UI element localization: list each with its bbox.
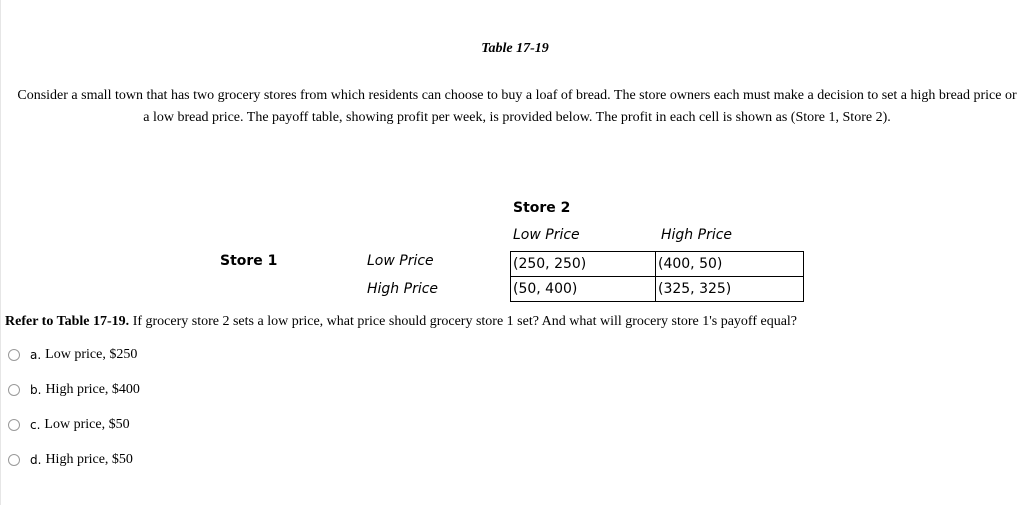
option-letter: b. [30, 383, 42, 397]
question-reference: Refer to Table 17-19. [5, 314, 130, 329]
row-player-label: Store 1 [220, 253, 278, 269]
answer-option-a[interactable] [8, 345, 137, 365]
payoff-cell-low-low: (250, 250) [511, 252, 656, 277]
question-body: If grocery store 2 sets a low price, what price should grocery store 1 set? And what will grocery store 1's payoff equal? [129, 314, 798, 329]
page-left-border [0, 0, 1, 505]
option-letter: d. [30, 453, 42, 467]
payoff-cell-high-high: (325, 325) [656, 277, 804, 302]
column-player-label: Store 2 [513, 200, 571, 216]
table-title: Table 17-19 [481, 41, 549, 56]
question-text [5, 314, 1015, 330]
table-row [511, 252, 804, 277]
radio-button-icon[interactable] [8, 384, 20, 396]
radio-button-icon[interactable] [8, 349, 20, 361]
option-letter: a. [30, 348, 42, 362]
table-row [511, 277, 804, 302]
radio-button-icon[interactable] [8, 419, 20, 431]
payoff-cell-high-low: (50, 400) [511, 277, 656, 302]
radio-button-icon[interactable] [8, 454, 20, 466]
option-text: Low price, $250 [45, 347, 138, 362]
answer-option-c[interactable] [8, 415, 130, 435]
option-text: Low price, $50 [44, 417, 130, 432]
column-header-low-price: Low Price [513, 227, 580, 243]
row-header-high-price: High Price [367, 281, 439, 297]
column-header-high-price: High Price [661, 227, 733, 243]
payoff-table [510, 251, 804, 302]
answer-option-d[interactable] [8, 450, 133, 470]
option-text: High price, $400 [45, 382, 140, 397]
answer-option-b[interactable] [8, 380, 140, 400]
row-header-low-price: Low Price [367, 253, 434, 269]
payoff-cell-low-high: (400, 50) [656, 252, 804, 277]
option-text: High price, $50 [45, 452, 133, 467]
option-letter: c. [30, 418, 41, 432]
intro-paragraph: Consider a small town that has two grocery stores from which residents can choose to buy a loaf of bread. The store owners each must make a decision to set a high bread price or a low bread price. The payoff table, showing profit per week, is provided below. The profit in each cell is shown as (Store 1, Store 2). [17, 88, 1017, 125]
